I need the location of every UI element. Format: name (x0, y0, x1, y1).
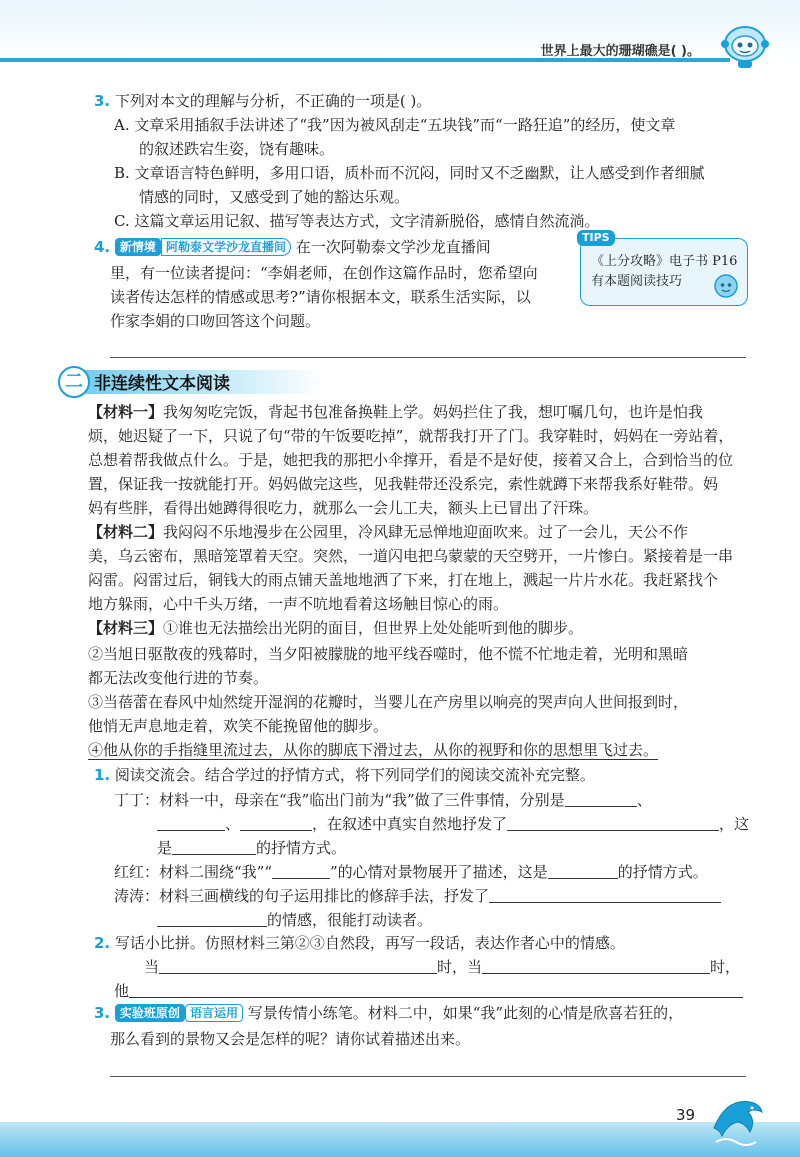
s1-dingding-text3: ，这 (719, 815, 750, 833)
tips-line2: 有本题阅读技巧 (591, 274, 683, 289)
material-1-line1 (88, 401, 703, 423)
s3-answer-line (110, 1076, 746, 1077)
s2-stem (94, 932, 625, 954)
s3-tag-language: 语言运用 (185, 1004, 243, 1022)
tips-badge: TIPS (577, 230, 615, 246)
material-3-p3-line2: 他悄无声息地走着，欢笑不能挽留他的脚步。 (88, 717, 389, 735)
section-number: 二 (58, 366, 90, 398)
footer-band (0, 1122, 800, 1157)
s1-blank-8[interactable] (489, 886, 721, 903)
dolphin-icon (706, 1088, 766, 1148)
mascot-icon (713, 273, 739, 299)
material-2-line1 (88, 521, 688, 543)
s1-blank-7[interactable] (548, 862, 618, 879)
s1-dingding-line1 (114, 789, 652, 811)
section-title (58, 366, 358, 396)
s2-blank-1[interactable] (159, 957, 437, 974)
s3-text-line2: 那么看到的景物又会是怎样的呢？请你试着描述出来。 (110, 1030, 471, 1048)
s2-text-when3: 时， (710, 958, 741, 976)
q3-option-b-line2: 情感的同时，又感受到了她的豁达乐观。 (139, 188, 410, 206)
s1-taotao-line1 (114, 885, 721, 907)
material-3-p2-line2: 都无法改变他行进的节奏。 (88, 669, 269, 687)
material-1-line4: 置，保证我一按就能打开。妈妈做完这些，见我鞋带还没系完，索性就蹲下来帮我系好鞋带。妈 (88, 475, 719, 493)
s1-blank-2[interactable] (157, 814, 225, 831)
s1-honghong-line (114, 861, 708, 883)
q4-answer-line (110, 357, 746, 358)
s1-dingding-line3 (157, 837, 346, 859)
s1-dingding-text4b: 的抒情方式。 (256, 839, 347, 857)
material-3-p1: ①谁也无法描绘出光阴的面目，但世界上处处能听到他的脚步。 (163, 619, 584, 637)
page-number: 39 (676, 1106, 696, 1124)
material-3-p4-underlined: ④他从你的手指缝里流过去，从你的脚底下滑过去，从你的视野和你的思想里飞过去。 (88, 741, 659, 759)
q3-number: 3. (94, 92, 111, 110)
s1-dingding-text2: ，在叙述中真实自然地抒发了 (312, 815, 508, 833)
s1-taotao-line2 (157, 909, 432, 931)
s3-line1 (94, 1002, 683, 1024)
material-2-text: 我闷闷不乐地漫步在公园里，冷风肆无忌惮地迎面吹来。过了一会儿，天公不作 (163, 523, 689, 541)
material-2-line3: 闷雷。闷雷过后，铜钱大的雨点铺天盖地地洒了下来，打在地上，溅起一片片水花。我赶紧找个 (88, 571, 719, 589)
s2-text-when1: 当 (144, 958, 160, 976)
s1-blank-4[interactable] (507, 814, 719, 831)
s2-blank-3[interactable] (129, 981, 743, 998)
q4-number: 4. (94, 238, 111, 256)
s2-blank-2[interactable] (482, 957, 710, 974)
material-1-line5: 妈有些胖，看得出她蹲得很吃力，就那么一会儿工夫，额头上已冒出了汗珠。 (88, 499, 599, 517)
material-1-text: 我匆匆吃完饭，背起书包准备换鞋上学。妈妈拦住了我，想叮嘱几句，也许是怕我 (163, 403, 704, 421)
s1-blank-9[interactable] (157, 910, 267, 927)
material-3-line1 (88, 617, 583, 639)
material-3-p3-line1: ③当蓓蕾在春风中灿然绽开湿润的花瓣时，当婴儿在产房里以响亮的哭声向人世间报到时， (88, 693, 689, 711)
q3-option-b-line1: B. 文章语言特色鲜明，多用口语，质朴而不沉闷，同时又不乏幽默，让人感受到作者细腻 (114, 164, 705, 182)
s3-tag-original: 实验班原创 (115, 1004, 185, 1022)
q3-stem (94, 90, 431, 112)
q4-text-line4: 作家李娟的口吻回答这个问题。 (110, 312, 321, 330)
s2-stem-text: 写话小比拼。仿照材料三第②③自然段，再写一段话，表达作者心中的情感。 (114, 934, 625, 952)
s1-stem (94, 764, 595, 786)
material-3-label: 【材料三】 (88, 619, 164, 637)
q4-line1 (94, 236, 491, 258)
s1-blank-6[interactable] (272, 862, 330, 879)
section-title-text: 非连续性文本阅读 (94, 374, 230, 394)
q3-option-a-line1: A. 文章采用插叙手法讲述了“我”因为被风刮走“五块钱”而“一路狂追”的经历，使文章 (114, 116, 676, 134)
s1-dingding-line2 (157, 813, 749, 835)
s2-text-when2: 时，当 (437, 958, 483, 976)
robot-mascot-icon (718, 22, 772, 70)
s1-dingding-text1: 丁丁：材料一中，母亲在“我”临出门前为“我”做了三件事情，分别是 (114, 791, 565, 809)
q4-text-line1: 在一次阿勒泰文学沙龙直播间 (295, 238, 491, 256)
s3-number: 3. (94, 1004, 111, 1022)
q4-tag-new-context: 新情境 (115, 238, 161, 256)
header-riddle: 世界上最大的珊瑚礁是( )。 (540, 44, 700, 59)
s1-sep-1: 、 (636, 791, 652, 809)
s1-blank-1[interactable] (565, 790, 637, 807)
s1-honghong-text2: ”的心情对景物展开了描述，这是 (330, 863, 548, 881)
material-2-line4: 地方躲雨，心中千头万绪，一声不吭地看着这场触目惊心的雨。 (88, 595, 509, 613)
material-1-line2: 烦，她迟疑了一下，只说了句“带的午饭要吃掉”，就帮我打开了门。我穿鞋时，妈妈在一旁站着， (88, 427, 734, 445)
s2-line2 (114, 980, 743, 1002)
q4-text-line3: 读者传达怎样的情感或思考?”请你根据本文，联系生活实际，以 (110, 288, 531, 306)
s2-line1 (144, 956, 740, 978)
s1-taotao-text1: 涛涛：材料三画横线的句子运用排比的修辞手法，抒发了 (114, 887, 490, 905)
s2-text-he: 他 (114, 982, 130, 1000)
s1-blank-5[interactable] (172, 838, 256, 855)
tips-box (580, 231, 748, 306)
material-2-label: 【材料二】 (88, 523, 164, 541)
material-1-label: 【材料一】 (88, 403, 164, 421)
q3-option-a-line2: 的叙述跌宕生姿，饶有趣味。 (139, 140, 335, 158)
material-3-p2-line1: ②当旭日驱散夜的残幕时，当夕阳被朦胧的地平线吞噬时，他不慌不忙地走着，光明和黑暗 (88, 645, 689, 663)
s1-stem-text: 阅读交流会。结合学过的抒情方式，将下列同学们的阅读交流补充完整。 (114, 766, 595, 784)
q4-tag-salon: 阿勒泰文学沙龙直播间 (161, 238, 291, 256)
material-1-line3: 总想着帮我做点什么。于是，她把我的那把小伞撑开，看是不是好使，接着又合上，合到恰当的位 (88, 451, 734, 469)
s1-taotao-text2: 的情感，很能打动读者。 (267, 911, 433, 929)
tips-line1: 《上分攻略》电子书 P16 (591, 254, 738, 269)
s2-number: 2. (94, 934, 111, 952)
q3-option-c: C. 这篇文章运用记叙、描写等表达方式，文字清新脱俗，感情自然流淌。 (114, 212, 600, 230)
q3-stem-text: 下列对本文的理解与分析，不正确的一项是( )。 (114, 92, 432, 110)
s1-sep-2: 、 (225, 815, 241, 833)
material-3-p4 (88, 739, 658, 761)
s1-honghong-text1: 红红：材料二围绕“我”“ (114, 863, 273, 881)
material-2-line2: 美，乌云密布，黑暗笼罩着天空。突然，一道闪电把乌蒙蒙的天空劈开，一片惨白。紧接着是一串 (88, 547, 734, 565)
s1-blank-3[interactable] (240, 814, 312, 831)
s3-text-line1: 写景传情小练笔。材料二中，如果“我”此刻的心情是欣喜若狂的， (247, 1004, 684, 1022)
s1-number: 1. (94, 766, 111, 784)
s1-dingding-text4a: 是 (157, 839, 173, 857)
s1-honghong-text3: 的抒情方式。 (617, 863, 708, 881)
q4-text-line2: 里，有一位读者提问：“李娟老师，在创作这篇作品时，您希望向 (110, 264, 538, 282)
